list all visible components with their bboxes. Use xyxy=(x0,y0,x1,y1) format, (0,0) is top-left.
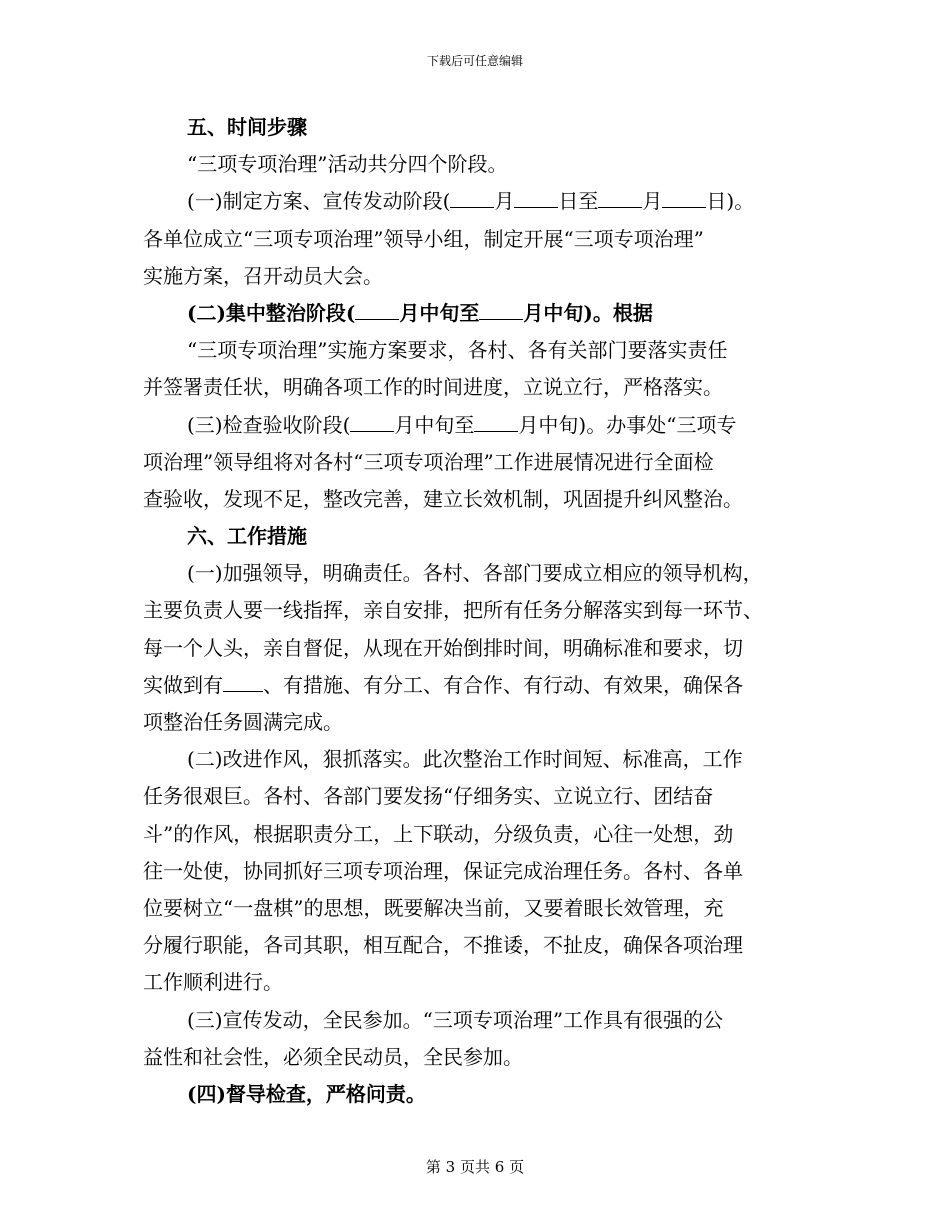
paragraph-line xyxy=(143,407,808,444)
text-run: 月 xyxy=(494,189,515,214)
text-run: 日)。 xyxy=(706,189,755,214)
paragraph-line: 位要树立“一盘棋”的思想，既要解决当前，又要着眼长效管理，充 xyxy=(143,895,724,920)
fill-blank xyxy=(223,673,263,692)
paragraph-line: 项治理”领导组将对各村“三项专项治理”工作进展情况进行全面检 xyxy=(143,449,714,474)
paragraph-line: (二)改进作风，狠抓落实。此次整治工作时间短、标准高，工作 xyxy=(187,747,743,772)
paragraph-line: 分履行职能，各司其职，相互配合，不推诿，不扯皮，确保各项治理 xyxy=(143,933,743,958)
text-run: (一)制定方案、宣传发动阶段( xyxy=(187,189,451,214)
paragraph-line: (一)加强领导，明确责任。各村、各部门要成立相应的领导机构， xyxy=(187,561,763,586)
page-header: 下载后可任意编辑 xyxy=(426,54,523,68)
paragraph-line: 任务很艰巨。各村、各部门要发扬“仔细务实、立说立行、团结奋 xyxy=(143,784,714,809)
paragraph-line: “三项专项治理”活动共分四个阶段。 xyxy=(187,152,508,177)
text-run: 、有措施、有分工、有合作、有行动、有效果，确保各 xyxy=(263,672,743,697)
text-run: 实做到有 xyxy=(143,672,223,697)
text-run: 月中旬)。根据 xyxy=(523,300,653,325)
section-heading-time-steps: 五、时间步骤 xyxy=(187,115,307,139)
fill-blank xyxy=(474,413,518,432)
fill-blank xyxy=(479,301,523,320)
paragraph-line: 各单位成立“三项专项治理”领导小组，制定开展“三项专项治理” xyxy=(143,226,704,251)
fill-blank xyxy=(450,189,494,208)
text-run: 月中旬至 xyxy=(394,412,475,437)
text-run: (三)检查验收阶段( xyxy=(187,412,351,437)
paragraph-line: 主要负责人要一线指挥，亲自安排，把所有任务分解落实到每一环节、 xyxy=(143,598,763,623)
section-heading-work-measures: 六、工作措施 xyxy=(187,524,307,549)
fill-blank xyxy=(350,413,394,432)
paragraph-line xyxy=(143,295,808,332)
paragraph-line: 往一处使，协同抓好三项专项治理，保证完成治理任务。各村、各单 xyxy=(143,858,743,883)
text-run: 日至 xyxy=(558,189,599,214)
text-run: (二)集中整治阶段( xyxy=(187,300,356,325)
fill-blank xyxy=(598,189,642,208)
page-footer: 第 3 页共 6 页 xyxy=(425,1158,525,1176)
fill-blank xyxy=(514,189,558,208)
paragraph-line: (四)督导检查，严格问责。 xyxy=(187,1081,426,1106)
paragraph-line: “三项专项治理”实施方案要求，各村、各有关部门要落实责任 xyxy=(187,338,728,363)
paragraph-line: 实施方案，召开动员大会。 xyxy=(143,263,383,288)
text-run: 月中旬至 xyxy=(399,300,480,325)
paragraph-line: 查验收，发现不足，整改完善，建立长效机制，巩固提升纠风整治。 xyxy=(143,486,743,511)
paragraph-line: 工作顺利进行。 xyxy=(143,970,283,995)
fill-blank xyxy=(355,301,399,320)
paragraph-line xyxy=(143,183,808,220)
paragraph-line: 斗”的作风，根据职责分工，上下联动，分级负责，心往一处想，劲 xyxy=(143,821,734,846)
paragraph-line: 益性和社会性，必须全民动员，全民参加。 xyxy=(143,1044,523,1069)
text-run: 月 xyxy=(642,189,663,214)
paragraph-line: 并签署责任状，明确各项工作的时间进度，立说立行，严格落实。 xyxy=(143,375,723,400)
paragraph-line: 每一个人头，亲自督促，从现在开始倒排时间，明确标准和要求，切 xyxy=(143,635,743,660)
paragraph-line xyxy=(143,667,808,704)
document-body xyxy=(143,109,808,1113)
text-run: 月中旬)。办事处“三项专 xyxy=(518,412,737,437)
fill-blank xyxy=(662,189,706,208)
paragraph-line: 项整治任务圆满完成。 xyxy=(143,710,343,734)
paragraph-line: (三)宣传发动，全民参加。“三项专项治理”工作具有很强的公 xyxy=(187,1007,724,1032)
